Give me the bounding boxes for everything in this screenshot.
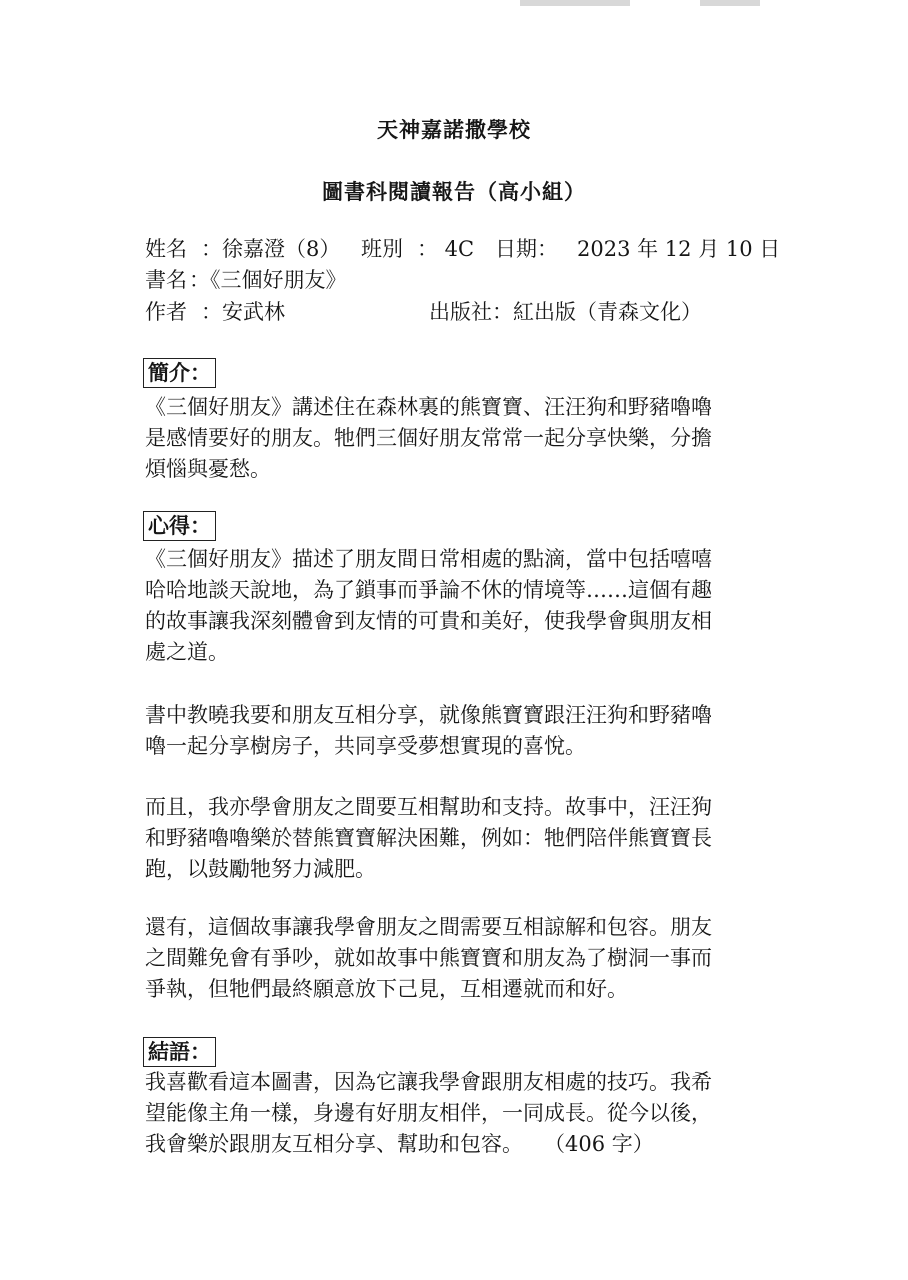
book-value: ：《三個好朋友》 [189,268,347,292]
name-value: ：徐嘉澄（8） [201,237,341,261]
text-line: 哈哈地談天說地，為了鎖事而爭論不休的情境等……這個有趣 [145,578,712,602]
text-line: 而且，我亦學會朋友之間要互相幫助和支持。故事中，汪汪狗 [145,795,712,819]
author-value: ：安武林 [201,300,285,324]
school-name: 天神嘉諾撒學校 [377,117,531,142]
text-line: 之間難免會有爭吵，就如故事中熊寶寶和朋友為了樹洞一事而 [145,946,712,970]
book-label: 書名 [145,268,187,292]
date-value: 2023 年 12 月 10 日 [577,237,781,261]
intro-paragraph [145,392,785,485]
text-line: 的故事讓我深刻體會到友情的可貴和美好，使我學會與朋友相 [145,609,712,633]
info-row-student [145,235,785,263]
text-line: 我喜歡看這本圖書，因為它讓我學會跟朋友相處的技巧。我希 [145,1070,712,1094]
text-line: 處之道。 [145,640,229,664]
class-label: 班別 [361,237,403,261]
text-line: 爭執，但牠們最終願意放下己見，互相遷就而和好。 [145,977,628,1001]
text-line: 跑，以鼓勵牠努力減肥。 [145,857,376,881]
info-row-author [145,298,785,326]
text-line: 嚕一起分享樹房子，共同享受夢想實現的喜悅。 [145,734,586,758]
text-line: 望能像主角一樣，身邊有好朋友相伴，一同成長。從今以後， [145,1101,712,1125]
intro-heading: 簡介： [143,358,216,388]
reflection-paragraph-1 [145,544,785,668]
text-line: 《三個好朋友》描述了朋友間日常相處的點滴，當中包括嘻嘻 [145,547,712,571]
text-line: 書中教曉我要和朋友互相分享，就像熊寶寶跟汪汪狗和野豬嚕 [145,703,712,727]
scan-artifact [700,0,760,6]
date-label: 日期： [495,237,558,261]
publisher-label: 出版社 [429,300,492,324]
conclusion-paragraph [145,1067,785,1160]
scan-artifact [520,0,630,6]
text-line: 《三個好朋友》講述住在森林裏的熊寶寶、汪汪狗和野豬嚕嚕 [145,395,712,419]
report-title: 圖書科閱讀報告（高小組） [322,179,586,204]
author-label: 作者 [145,300,187,324]
text-line: 還有，這個故事讓我學會朋友之間需要互相諒解和包容。朋友 [145,915,712,939]
reflection-paragraph-2 [145,700,785,762]
publisher-value: ：紅出版（青森文化） [492,300,702,324]
reflection-paragraph-3 [145,792,785,885]
conclusion-heading: 結語： [143,1037,216,1067]
text-line: 和野豬嚕嚕樂於替熊寶寶解決困難，例如：牠們陪伴熊寶寶長 [145,826,712,850]
info-row-book [145,266,785,294]
text-line: 我會樂於跟朋友互相分享、幫助和包容。 （406 字） [145,1132,654,1156]
reflection-heading: 心得： [143,511,216,541]
class-value: ： 4C [417,237,475,261]
reflection-paragraph-4 [145,912,785,1005]
text-line: 是感情要好的朋友。牠們三個好朋友常常一起分享快樂，分擔 [145,426,712,450]
text-line: 煩惱與憂愁。 [145,457,271,481]
name-label: 姓名 [145,237,187,261]
